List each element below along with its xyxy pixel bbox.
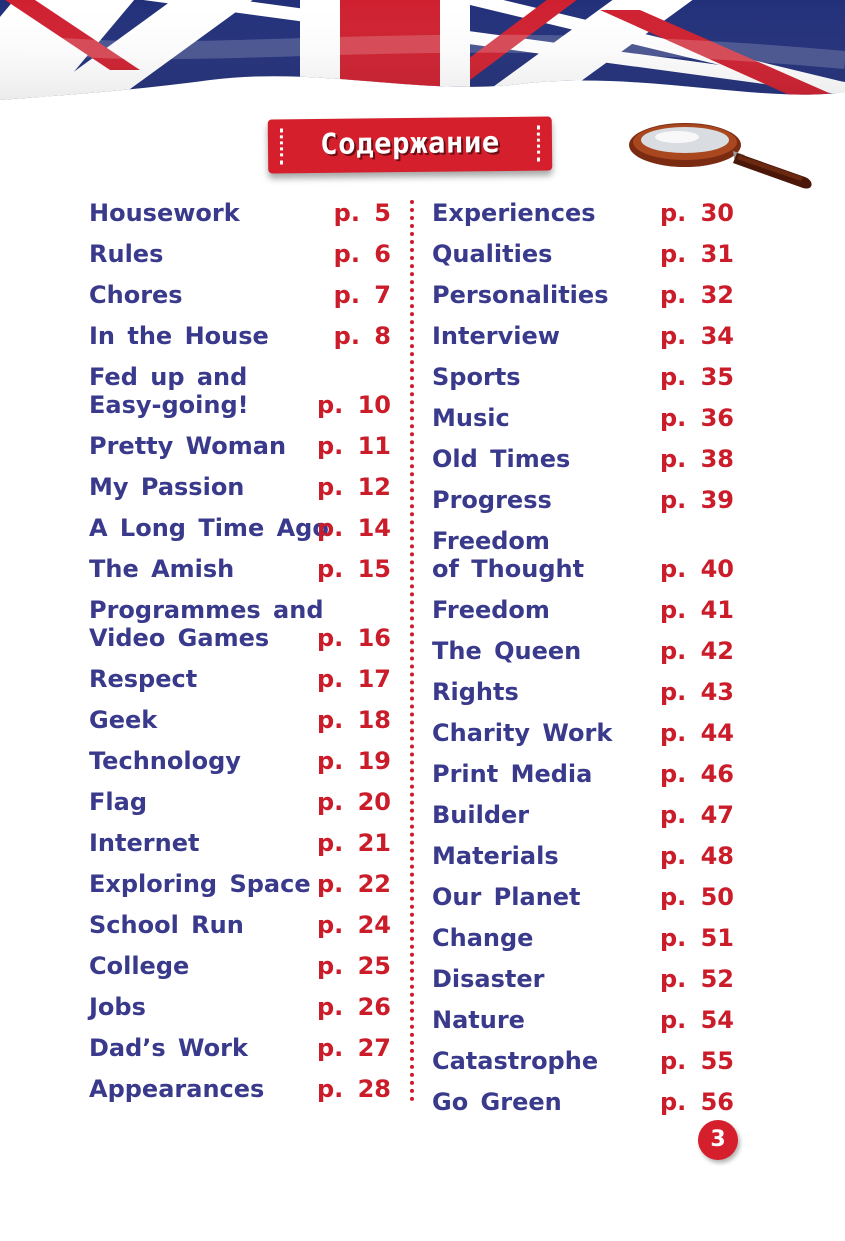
toc-entry-title: Fed up and Easy-going!	[89, 363, 249, 419]
toc-entry-page: p. 47	[659, 801, 734, 829]
toc-entry	[432, 877, 734, 918]
toc-entry-title: Geek	[89, 706, 158, 734]
toc-entry-title: In the House	[89, 322, 269, 350]
toc-entry	[432, 275, 734, 316]
toc-entry-page: p. 7	[333, 281, 391, 309]
toc-entry	[432, 193, 734, 234]
toc-entry-title: Materials	[432, 842, 559, 870]
toc-entry-page: p. 52	[659, 965, 734, 993]
toc-entry	[432, 521, 734, 590]
toc-entry-page: p. 34	[659, 322, 734, 350]
toc-entry	[89, 549, 391, 590]
toc-entry-title: Internet	[89, 829, 200, 857]
toc-entry	[432, 713, 734, 754]
toc-entry-page: p. 54	[659, 1006, 734, 1034]
toc-entry-title: The Queen	[432, 637, 582, 665]
toc-entry-title: Rights	[432, 678, 519, 706]
toc-entry	[89, 782, 391, 823]
toc-entry-title: Builder	[432, 801, 530, 829]
toc-entry-title: Programmes and Video Games	[89, 596, 324, 652]
toc-entry-page: p. 10	[316, 391, 391, 419]
toc-entry-page: p. 51	[659, 924, 734, 952]
toc-entry	[89, 275, 391, 316]
toc-entry-page: p. 22	[316, 870, 391, 898]
toc-entry	[432, 398, 734, 439]
toc-entry	[89, 659, 391, 700]
toc-entry-page: p. 46	[659, 760, 734, 788]
toc-entry-page: p. 12	[316, 473, 391, 501]
toc-entry	[89, 700, 391, 741]
toc-entry-page: p. 20	[316, 788, 391, 816]
toc-entry	[89, 316, 391, 357]
toc-entry	[432, 439, 734, 480]
toc-entry-page: p. 48	[659, 842, 734, 870]
toc-entry-title: Freedom	[432, 596, 550, 624]
toc-entry-title: Old Times	[432, 445, 571, 473]
toc-entry-title: Progress	[432, 486, 552, 514]
toc-entry	[89, 1028, 391, 1069]
toc-entry-title: Nature	[432, 1006, 525, 1034]
toc-entry	[432, 959, 734, 1000]
toc-entry	[432, 316, 734, 357]
toc-entry-title: Experiences	[432, 199, 596, 227]
toc-entry-title: Technology	[89, 747, 241, 775]
toc-entry-page: p. 44	[659, 719, 734, 747]
toc-entry-title: Interview	[432, 322, 560, 350]
toc-entry-title: Freedom of Thought	[432, 527, 585, 583]
toc-entry-title: Pretty Woman	[89, 432, 287, 460]
toc-entry-page: p. 6	[333, 240, 391, 268]
toc-entry-page: p. 36	[659, 404, 734, 432]
toc-entry	[89, 234, 391, 275]
toc-entry-title: My Passion	[89, 473, 245, 501]
toc-entry-title: Appearances	[89, 1075, 265, 1103]
toc-entry-page: p. 39	[659, 486, 734, 514]
toc-entry-page: p. 14	[316, 514, 391, 542]
toc-entry	[432, 918, 734, 959]
page-title: Содержание	[319, 125, 500, 161]
toc-entry-title: Flag	[89, 788, 147, 816]
toc-entry-page: p. 55	[659, 1047, 734, 1075]
toc-right-column	[432, 193, 734, 1123]
toc-entry	[432, 234, 734, 275]
toc-entry	[89, 426, 391, 467]
toc-entry-page: p. 32	[659, 281, 734, 309]
toc-entry-title: Jobs	[89, 993, 146, 1021]
toc-entry-title: Sports	[432, 363, 521, 391]
toc-entry-title: Exploring Space	[89, 870, 311, 898]
toc-entry-page: p. 25	[316, 952, 391, 980]
toc-entry	[89, 905, 391, 946]
toc-entry-title: Qualities	[432, 240, 553, 268]
page-number: 3	[698, 1120, 738, 1160]
toc-entry-title: Music	[432, 404, 510, 432]
toc-entry-page: p. 11	[316, 432, 391, 460]
toc-entry	[432, 1041, 734, 1082]
toc-entry-page: p. 43	[659, 678, 734, 706]
toc-entry	[89, 193, 391, 234]
toc-entry	[89, 864, 391, 905]
toc-entry-page: p. 56	[659, 1088, 734, 1116]
toc-entry-page: p. 31	[659, 240, 734, 268]
toc-entry	[432, 836, 734, 877]
toc-entry-title: Catastrophe	[432, 1047, 599, 1075]
toc-entry-page: p. 28	[316, 1075, 391, 1103]
toc-entry	[89, 1069, 391, 1110]
toc-entry-title: Charity Work	[432, 719, 613, 747]
toc-entry	[432, 754, 734, 795]
toc-entry-page: p. 42	[659, 637, 734, 665]
toc-entry-page: p. 15	[316, 555, 391, 583]
toc-entry-title: Housework	[89, 199, 240, 227]
magnifying-glass-icon	[625, 115, 820, 195]
toc-entry-page: p. 35	[659, 363, 734, 391]
toc-entry-page: p. 27	[316, 1034, 391, 1062]
toc-entry-page: p. 24	[316, 911, 391, 939]
toc-entry	[432, 631, 734, 672]
toc-entry-page: p. 38	[659, 445, 734, 473]
toc-entry	[432, 795, 734, 836]
toc-entry-page: p. 40	[659, 555, 734, 583]
toc-entry	[89, 467, 391, 508]
toc-entry-page: p. 5	[333, 199, 391, 227]
toc-entry	[432, 1082, 734, 1123]
toc-entry	[89, 357, 391, 426]
toc-entry-title: Change	[432, 924, 534, 952]
toc-entry-title: Print Media	[432, 760, 593, 788]
toc-entry-page: p. 18	[316, 706, 391, 734]
toc-entry	[432, 357, 734, 398]
toc-entry-title: School Run	[89, 911, 244, 939]
toc-entry	[432, 590, 734, 631]
toc-entry	[89, 946, 391, 987]
toc-entry-title: Chores	[89, 281, 183, 309]
toc-entry-title: Respect	[89, 665, 198, 693]
toc-entry	[432, 1000, 734, 1041]
toc-entry	[89, 823, 391, 864]
toc-entry-page: p. 30	[659, 199, 734, 227]
toc-entry	[89, 987, 391, 1028]
toc-entry-page: p. 26	[316, 993, 391, 1021]
toc-entry	[89, 590, 391, 659]
toc-entry-page: p. 41	[659, 596, 734, 624]
toc-entry-page: p. 8	[333, 322, 391, 350]
toc-entry	[432, 480, 734, 521]
toc-entry-title: Our Planet	[432, 883, 581, 911]
toc-entry	[89, 741, 391, 782]
toc-entry-page: p. 16	[316, 624, 391, 652]
union-jack-flag	[0, 0, 845, 125]
toc-entry-page: p. 17	[316, 665, 391, 693]
toc-entry	[432, 672, 734, 713]
title-badge	[268, 117, 553, 174]
toc-entry-title: Rules	[89, 240, 164, 268]
toc-entry-page: p. 21	[316, 829, 391, 857]
toc-entry	[89, 508, 391, 549]
toc-entry-title: Go Green	[432, 1088, 562, 1116]
toc-entry-title: Personalities	[432, 281, 609, 309]
toc-entry-page: p. 50	[659, 883, 734, 911]
toc-entry-title: A Long Time Ago	[89, 514, 329, 542]
toc-entry-title: College	[89, 952, 190, 980]
toc-entry-page: p. 19	[316, 747, 391, 775]
toc-entry-title: Dad’s Work	[89, 1034, 248, 1062]
toc-entry-title: Disaster	[432, 965, 545, 993]
column-divider	[410, 200, 414, 1102]
toc-entry-title: The Amish	[89, 555, 235, 583]
toc-left-column	[89, 193, 391, 1110]
